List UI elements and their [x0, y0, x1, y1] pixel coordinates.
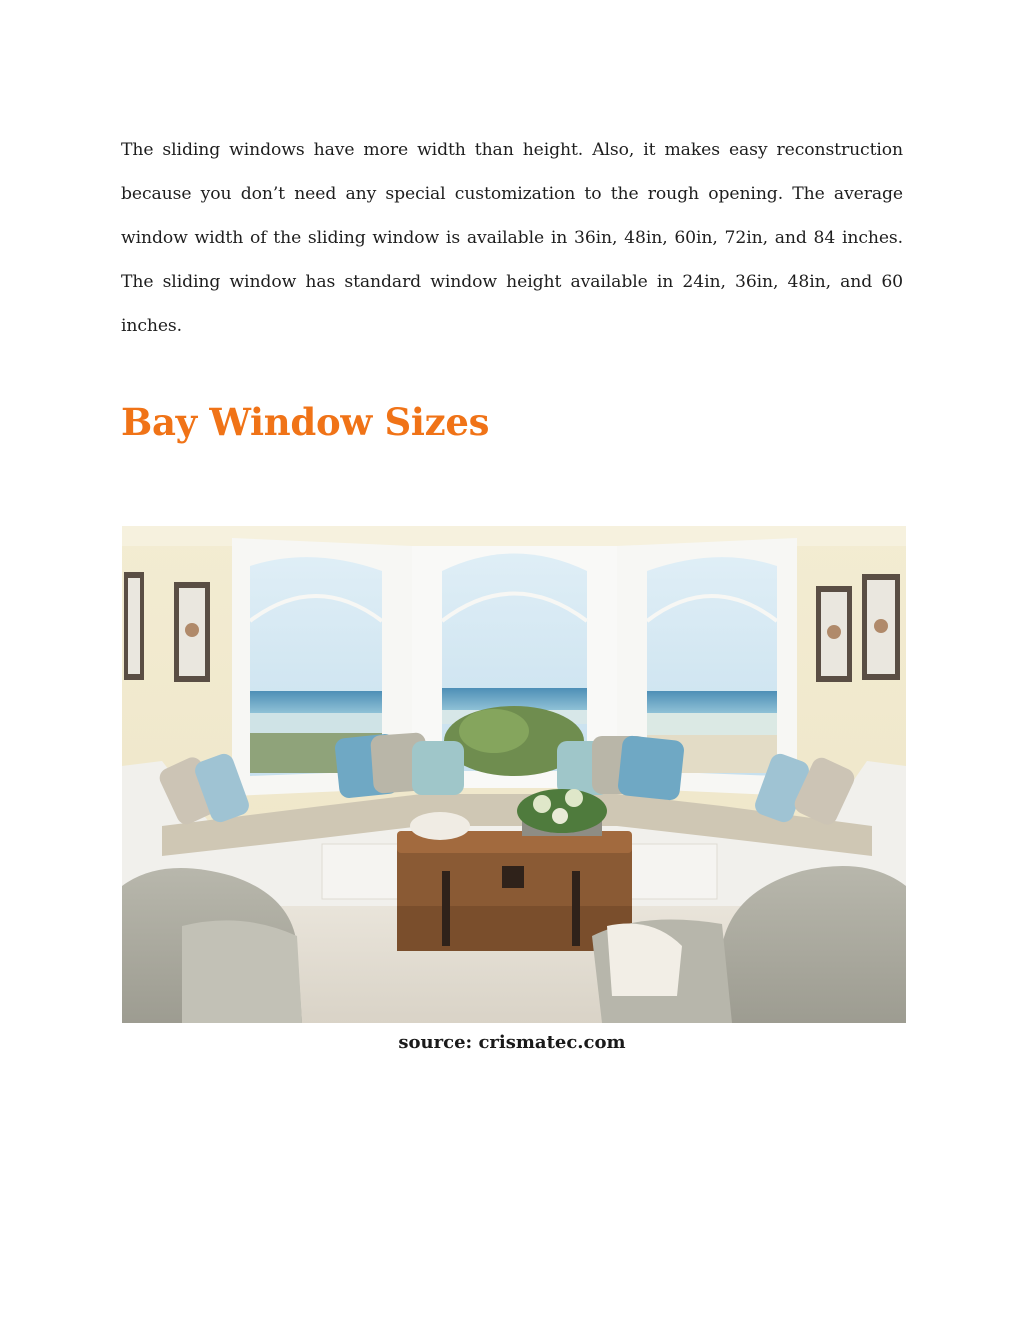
- bay-window-photo: [122, 526, 906, 1023]
- image-caption: source: crismatec.com: [398, 1032, 626, 1053]
- body-paragraph: The sliding windows have more width than height. Also, it makes easy reconstruction because you don’t need any special customization to the rough opening. The average window width of the sliding window is available in 36in, 48in, 60in, 72in, and 84 inches. The sliding window has standard window height available in 24in, 36in, 48in, and 60 inches.: [121, 140, 903, 336]
- section-heading: Bay Window Sizes: [121, 400, 490, 444]
